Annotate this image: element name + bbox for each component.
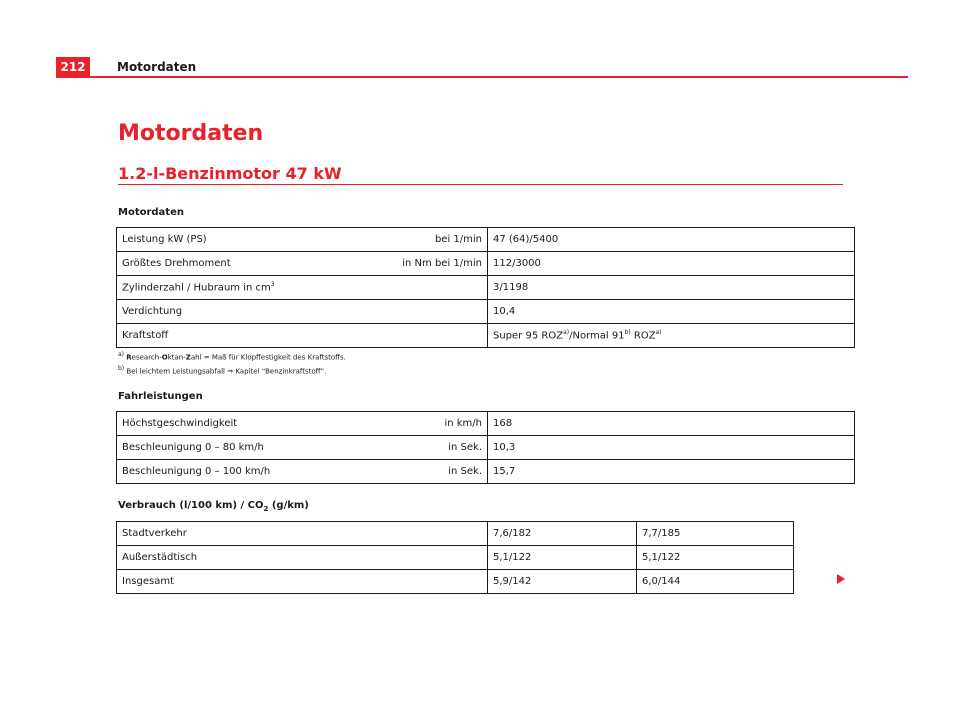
section-title: 1.2-l-Benzinmotor 47 kW	[118, 164, 342, 183]
row-label: Größtes Drehmoment	[122, 258, 231, 269]
row-value: 10,3	[488, 436, 855, 460]
row-unit: in Sek.	[448, 466, 482, 477]
fahrleistungen-heading: Fahrleistungen	[118, 391, 203, 402]
table-row	[117, 276, 855, 300]
row-unit: in km/h	[444, 418, 482, 429]
row-label: Beschleunigung 0 – 100 km/h	[122, 466, 271, 477]
row-value: 168	[488, 412, 855, 436]
row-value: 47 (64)/5400	[488, 228, 855, 252]
table-row	[117, 252, 855, 276]
motordaten-table	[116, 227, 855, 348]
chapter-title: Motordaten	[118, 121, 264, 146]
superscript: 3	[270, 281, 275, 289]
verbrauch-heading: Verbrauch (l/100 $km) / CO_2$ (g/km)	[118, 500, 309, 513]
row-label: Zylinderzahl / Hubraum in cm	[122, 282, 271, 294]
footnotes	[118, 349, 346, 378]
row-value-2: 6,0/144	[637, 570, 794, 594]
row-label: Beschleunigung 0 – 80 km/h	[122, 442, 264, 453]
table-row	[117, 324, 855, 348]
row-unit: in Sek.	[448, 442, 482, 453]
verbrauch-table	[116, 521, 794, 594]
row-label: Kraftstoff	[122, 330, 169, 341]
row-unit: in Nm bei 1/min	[402, 258, 482, 269]
row-label-cell	[117, 276, 488, 300]
row-label-cell	[117, 228, 488, 252]
fahrleistungen-table	[116, 411, 855, 484]
row-label: Insgesamt	[117, 570, 488, 594]
row-label-cell	[117, 324, 488, 348]
page-number: 212	[56, 57, 90, 78]
row-value-1: 5,1/122	[488, 546, 637, 570]
footnote-b: $^{b)}$ Bei leichtem Leistungsabfall ⇒ Kapitel “Benzinkraftstoff”.	[118, 365, 327, 376]
row-label-cell	[117, 436, 488, 460]
row-label: Stadtverkehr	[117, 522, 488, 546]
row-value-2: 7,7/185	[637, 522, 794, 546]
footnote-a: $^{a)}$ Research-Oktan-Zahl = Maß für Klopffestigkeit des Kraftstoffs.	[118, 351, 346, 362]
header-divider	[90, 76, 908, 78]
row-label: Leistung kW (PS)	[122, 234, 207, 245]
row-value: Super 95 ROZ$^{a)}$/Normal 91$^{b)}$ ROZ$^{a)}$	[488, 324, 855, 348]
row-unit: bei 1/min	[434, 234, 482, 245]
row-value: 112/3000	[488, 252, 855, 276]
table-row	[117, 300, 855, 324]
motordaten-heading: Motordaten	[118, 207, 184, 218]
row-value-1: 7,6/182	[488, 522, 637, 546]
row-value: 15,7	[488, 460, 855, 484]
section-divider	[118, 184, 843, 185]
row-label: Außerstädtisch	[117, 546, 488, 570]
table-row	[117, 522, 794, 546]
row-label-cell	[117, 460, 488, 484]
row-value: 3/1198	[488, 276, 855, 300]
table-row	[117, 412, 855, 436]
table-row	[117, 436, 855, 460]
row-value: 10,4	[488, 300, 855, 324]
running-header-title: Motordaten	[117, 60, 197, 74]
table-row	[117, 460, 855, 484]
table-row	[117, 228, 855, 252]
row-label-cell	[117, 300, 488, 324]
table-row	[117, 546, 794, 570]
next-page-arrow-icon[interactable]	[837, 574, 845, 584]
footnote-ref: b)	[624, 329, 631, 337]
footnote-ref: a)	[563, 329, 570, 337]
table-row	[117, 570, 794, 594]
row-label: Verdichtung	[122, 306, 183, 317]
row-value-2: 5,1/122	[637, 546, 794, 570]
row-label-cell	[117, 412, 488, 436]
footnote-ref: a)	[655, 329, 662, 337]
row-value-1: 5,9/142	[488, 570, 637, 594]
row-label-cell	[117, 252, 488, 276]
row-label: Höchstgeschwindigkeit	[122, 418, 238, 429]
